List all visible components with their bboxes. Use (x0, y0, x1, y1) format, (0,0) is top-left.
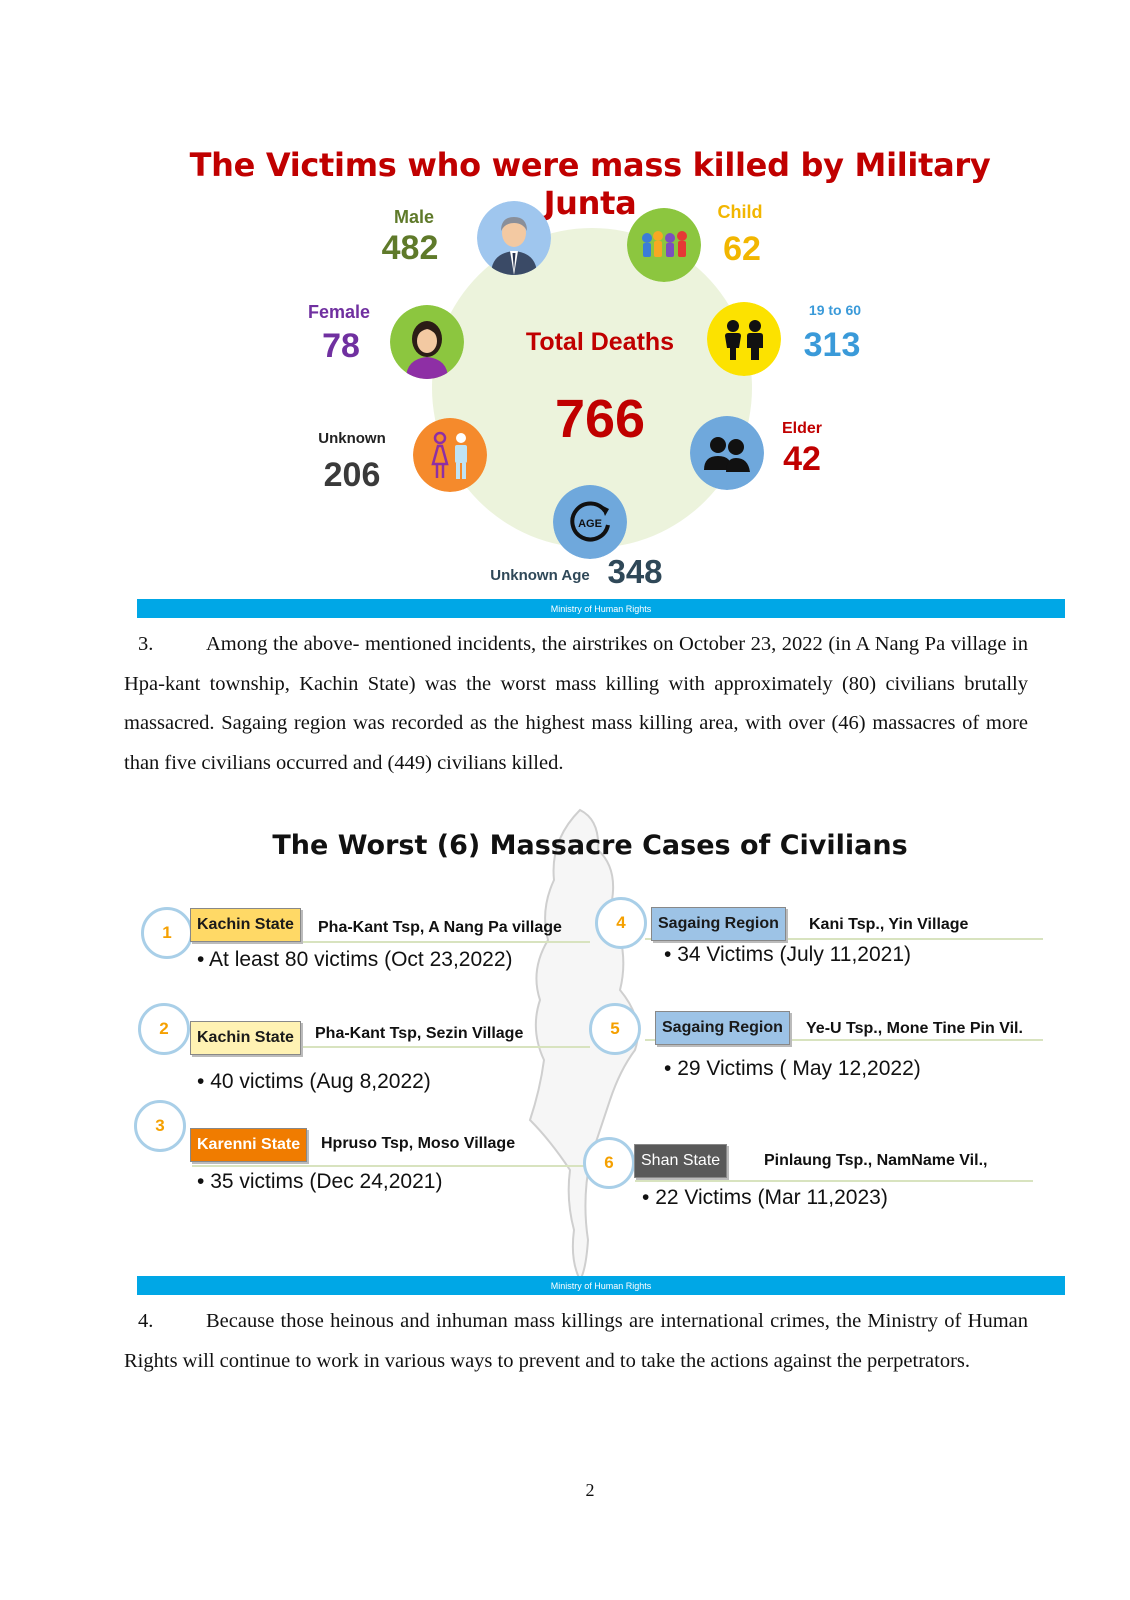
female-value: 78 (322, 327, 360, 365)
case-location: Ye-U Tsp., Mone Tine Pin Vil. (806, 1020, 1023, 1037)
male-value: 482 (381, 229, 439, 267)
massacre-cases-title: The Worst (6) Massacre Cases of Civilians (272, 830, 908, 861)
paragraph-number: 3. (138, 633, 154, 655)
infographic-title: The Victims who were mass killed by Military Junta (189, 146, 991, 222)
elder-value: 42 (783, 440, 821, 478)
paragraph-text: Because those heinous and inhuman mass killings are international crimes, the Ministry of Human Rights will continue to work in various ways to prevent and to take the actions against the perpetrators. (124, 1310, 1028, 1372)
female-label: Female (307, 302, 371, 322)
case-victims: • At least 80 victims (Oct 23,2022) (197, 948, 513, 971)
unknown-label: Unknown (318, 430, 386, 447)
footer-text: Ministry of Human Rights (550, 604, 652, 614)
case-location: Kani Tsp., Yin Village (809, 916, 969, 933)
svg-text:AGE: AGE (578, 518, 602, 530)
case-divider (192, 1165, 590, 1167)
state-badge: Shan State (634, 1144, 727, 1178)
case-number-6: 6 (583, 1137, 635, 1189)
male-label: Male (393, 207, 435, 227)
case-victims: • 29 Victims ( May 12,2022) (664, 1057, 921, 1080)
elders-icon (690, 416, 764, 490)
child-label: Child (717, 202, 763, 222)
case-location: Pha-Kant Tsp, Sezin Village (315, 1025, 524, 1042)
adults-icon (707, 302, 781, 376)
total-deaths-value: 766 (554, 389, 646, 449)
case-location: Pha-Kant Tsp, A Nang Pa village (318, 919, 562, 936)
unknown-age-label: Unknown Age (490, 567, 590, 584)
infographic-footer-bar (137, 1276, 1065, 1295)
state-badge: Sagaing Region (655, 1011, 790, 1045)
adults-value: 313 (803, 326, 861, 364)
woman-icon (390, 305, 464, 379)
state-badge: Kachin State (190, 1021, 301, 1055)
case-location: Pinlaung Tsp., NamName Vil., (764, 1152, 988, 1169)
case-victims: • 35 victims (Dec 24,2021) (197, 1170, 443, 1193)
case-number-4: 4 (595, 897, 647, 949)
total-deaths-label: Total Deaths (525, 328, 675, 356)
case-number-3: 3 (134, 1100, 186, 1152)
infographic-footer-bar (137, 599, 1065, 618)
state-badge: Kachin State (190, 908, 301, 942)
case-location: Hpruso Tsp, Moso Village (321, 1135, 516, 1152)
gender-icon (413, 418, 487, 492)
footer-text: Ministry of Human Rights (550, 1281, 652, 1291)
age-icon (553, 485, 627, 559)
paragraph-4 (124, 1302, 1028, 1381)
case-divider (635, 1180, 1033, 1182)
elder-label: Elder (781, 420, 822, 437)
children-icon (627, 208, 701, 282)
page-number: 2 (585, 1480, 595, 1500)
paragraph-number: 4. (138, 1310, 154, 1332)
paragraph-3 (124, 625, 1028, 783)
unknown-value: 206 (323, 456, 381, 494)
state-badge: Sagaing Region (651, 907, 786, 941)
state-badge: Karenni State (190, 1128, 307, 1162)
case-number-5: 5 (589, 1003, 641, 1055)
paragraph-text: Among the above- mentioned incidents, the airstrikes on October 23, 2022 (in A Nang Pa village in Hpa-kant township, Kachin State) was the worst mass killing with approximately (80) civilians brutally massacred. Sagaing region was recorded as the highest mass killing area, with over (46) massacres of more than five civilians occurred and (449) civilians killed. (124, 633, 1028, 774)
case-number-2: 2 (138, 1003, 190, 1055)
case-victims: • 34 Victims (July 11,2021) (664, 943, 912, 966)
man-icon (477, 201, 551, 275)
case-victims: • 40 victims (Aug 8,2022) (197, 1070, 431, 1093)
adults-label: 19 to 60 (808, 302, 862, 318)
child-value: 62 (723, 230, 761, 268)
unknown-age-value: 348 (607, 553, 663, 590)
case-number-1: 1 (141, 907, 193, 959)
case-victims: • 22 Victims (Mar 11,2023) (642, 1186, 888, 1209)
